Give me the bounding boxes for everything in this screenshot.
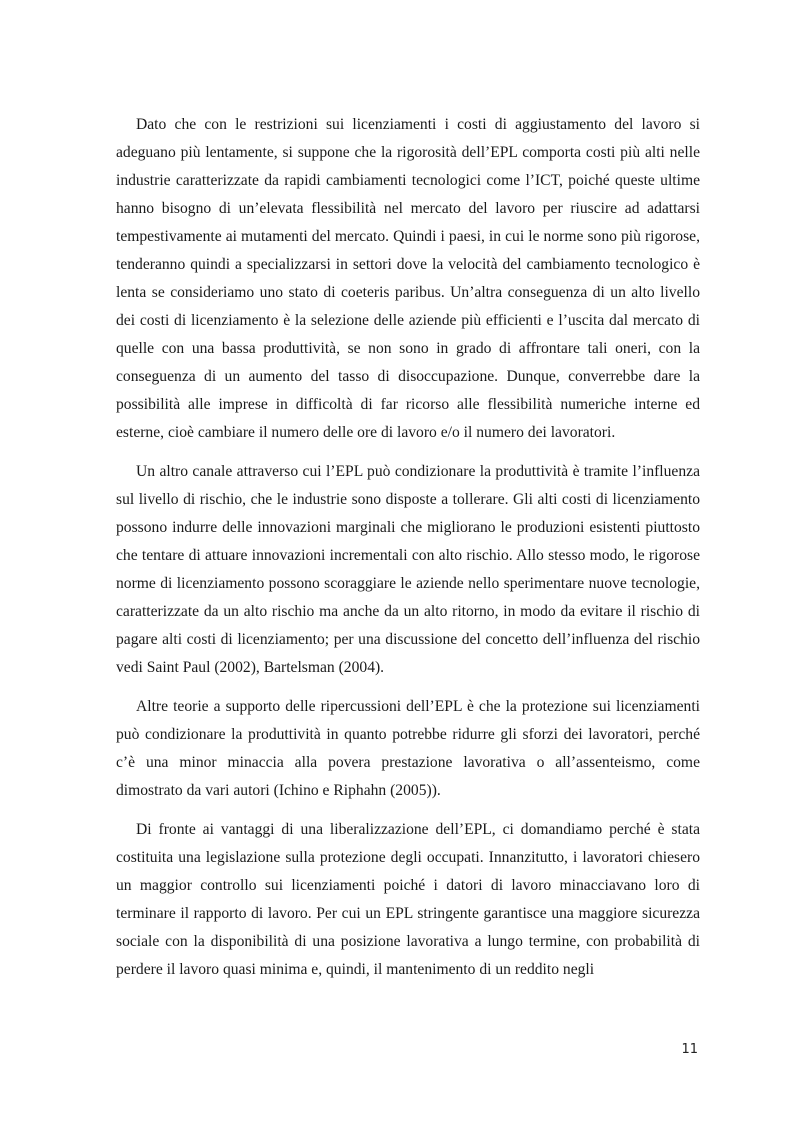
- paragraph-4: Di fronte ai vantaggi di una liberalizzazione dell’EPL, ci domandiamo perché è stata costituita una legislazione sulla protezione degli occupati. Innanzitutto, i lavoratori chiesero un maggior controllo sui licenziamenti poiché i datori di lavoro minacciavano loro di terminare il rapporto di lavoro. Per cui un EPL stringente garantisce una maggiore sicurezza sociale con la disponibilità di una posizione lavorativa a lungo termine, con probabilità di perdere il lavoro quasi minima e, quindi, il mantenimento di un reddito negli: [116, 821, 700, 978]
- paragraph-1: Dato che con le restrizioni sui licenziamenti i costi di aggiustamento del lavoro si adeguano più lentamente, si suppone che la rigorosità dell’EPL comporta costi più alti nelle industrie caratterizzate da rapidi cambiamenti tecnologici come l’ICT, poiché queste ultime hanno bisogno di un’elevata flessibilità nel mercato del lavoro per riuscire ad adattarsi tempestivamente ai mutamenti del mercato. Quindi i paesi, in cui le norme sono più rigorose, tenderanno quindi a specializzarsi in settori dove la velocità del cambiamento tecnologico è lenta se consideriamo uno stato di coeteris paribus. Un’altra conseguenza di un alto livello dei costi di licenziamento è la selezione delle aziende più efficienti e l’uscita dal mercato di quelle con una bassa produttività, se non sono in grado di affrontare tali oneri, con la conseguenza di un aumento del tasso di disoccupazione. Dunque, converrebbe dare la possibilità alle imprese in difficoltà di far ricorso alle flessibilità numeriche interne ed esterne, cioè cambiare il numero delle ore di lavoro e/o il numero dei lavoratori.: [116, 116, 700, 441]
- paragraph-3: Altre teorie a supporto delle ripercussioni dell’EPL è che la protezione sui licenziamenti può condizionare la produttività in quanto potrebbe ridurre gli sforzi dei lavoratori, perché c’è una minor minaccia alla povera prestazione lavorativa o all’assenteismo, come dimostrato da vari autori (Ichino e Riphahn (2005)).: [116, 698, 700, 799]
- paragraph-2: Un altro canale attraverso cui l’EPL può condizionare la produttività è tramite l’influenza sul livello di rischio, che le industrie sono disposte a tollerare. Gli alti costi di licenziamento possono indurre delle innovazioni marginali che migliorano le produzioni esistenti piuttosto che tentare di attuare innovazioni incrementali con alto rischio. Allo stesso modo, le rigorose norme di licenziamento possono scoraggiare le aziende nello sperimentare nuove tecnologie, caratterizzate da un alto rischio ma anche da un alto ritorno, in modo da evitare il rischio di pagare alti costi di licenziamento; per una discussione del concetto dell’influenza del rischio vedi Saint Paul (2002), Bartelsman (2004).: [116, 463, 700, 676]
- body-text: [116, 111, 700, 984]
- page-number: 11: [681, 1042, 698, 1057]
